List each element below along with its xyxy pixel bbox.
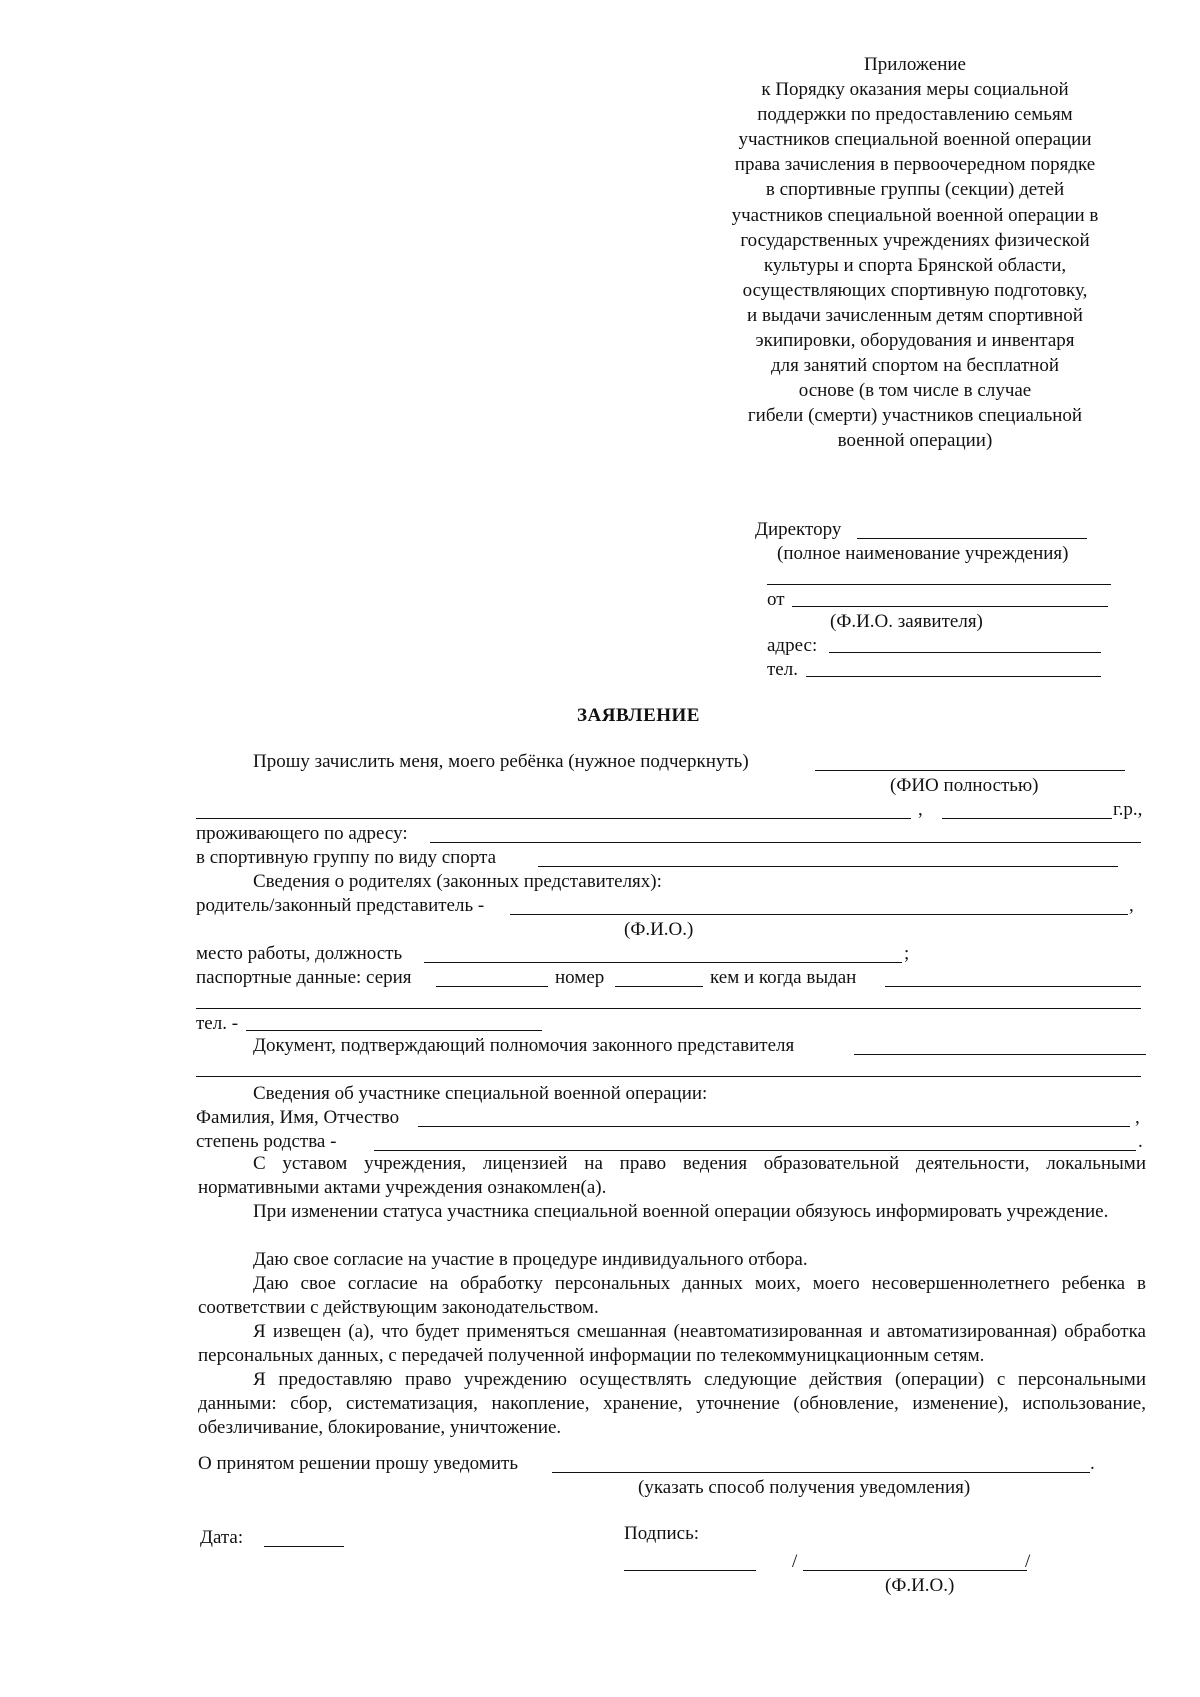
comma: ,	[918, 799, 923, 820]
paragraph-status: При изменении статуса участника специальной военной операции обязуюсь информировать учреждение.	[253, 1201, 1109, 1222]
appendix-line: культуры и спорта Брянской области,	[763, 254, 1067, 276]
relation-field[interactable]	[374, 1150, 1136, 1151]
paragraph-charter: С уставом учреждения, лицензией на право ведения образовательной деятельности, локальными нормативными актами учреждения ознакомлен(а).	[198, 1153, 1146, 1198]
director-field-line2[interactable]	[767, 584, 1111, 585]
applicant-name-field[interactable]	[792, 606, 1108, 607]
signature-field[interactable]	[624, 1570, 756, 1571]
appendix-line: права зачисления в первоочередном порядке	[734, 154, 1096, 176]
appendix-line: для занятий спортом на бесплатной	[770, 355, 1060, 377]
svo-fio-label: Фамилия, Имя, Отчество	[196, 1107, 400, 1128]
passport-label: паспортные данные: серия	[196, 967, 412, 988]
appendix-line: гибели (смерти) участников специальной	[747, 405, 1083, 427]
appendix-line: государственных учреждениях физической	[740, 229, 1090, 251]
date-field[interactable]	[264, 1546, 344, 1547]
appendix-line: осуществляющих спортивную подготовку,	[742, 279, 1088, 301]
fio-full-hint: (ФИО полностью)	[890, 775, 1039, 796]
director-hint: (полное наименование учреждения)	[777, 543, 1069, 564]
from-label: от	[767, 589, 785, 610]
passport-number-label: номер	[555, 967, 605, 988]
comma: ,	[1135, 1107, 1140, 1128]
slash-left: /	[792, 1551, 798, 1572]
paragraph-processing: Я извещен (а), что будет применяться смешанная (неавтоматизированная и автоматизированная) обработка персональных данных, с передачей полученной информации по телекоммуницкационным сетям.	[198, 1321, 1146, 1366]
svo-fio-field[interactable]	[418, 1126, 1130, 1127]
phone-label: тел.	[767, 659, 798, 680]
appendix-line: Приложение	[864, 54, 966, 75]
parent-name-field[interactable]	[510, 914, 1128, 915]
child-name-field-line2[interactable]	[196, 818, 911, 819]
parent-phone-field[interactable]	[246, 1030, 542, 1031]
appendix-line: и выдачи зачисленным детям спортивной	[747, 304, 1083, 326]
workplace-field[interactable]	[424, 962, 902, 963]
paragraph-consent: Даю свое согласие на обработку персональных данных моих, моего несовершеннолетнего ребенка в соответствии с действующим законодательством.	[198, 1273, 1146, 1318]
issued-field-line2[interactable]	[196, 1008, 1141, 1009]
director-field[interactable]	[857, 538, 1087, 539]
document-field[interactable]	[854, 1054, 1146, 1055]
sport-field[interactable]	[538, 866, 1118, 867]
workplace-label: место работы, должность	[196, 943, 403, 964]
comma: ,	[1129, 895, 1134, 916]
issued-label: кем и когда выдан	[710, 967, 857, 988]
appendix-line: основе (в том числе в случае	[798, 380, 1032, 402]
appendix-line: участников специальной военной операции в	[731, 204, 1099, 226]
paragraph-operations: Я предоставляю право учреждению осуществлять следующие действия (операции) с персональными данными: сбор, систематизация, накопление, хранение, уточнение (обновление, изменение), использование, обезличивание, блокирование, уничтожение.	[198, 1369, 1146, 1438]
relation-label: степень родства -	[196, 1131, 337, 1152]
residing-label: проживающего по адресу:	[196, 823, 408, 844]
enroll-text: Прошу зачислить меня, моего ребёнка (нужное подчеркнуть)	[253, 751, 749, 772]
signature-fio-hint: (Ф.И.О.)	[885, 1575, 955, 1596]
parent-phone-label: тел. -	[196, 1013, 239, 1034]
passport-number-field[interactable]	[615, 986, 703, 987]
date-label: Дата:	[200, 1527, 244, 1548]
document-label: Документ, подтверждающий полномочия законного представителя	[253, 1035, 795, 1056]
notify-hint: (указать способ получения уведомления)	[638, 1477, 971, 1498]
from-hint: (Ф.И.О. заявителя)	[830, 611, 983, 632]
appendix-line: военной операции)	[837, 430, 993, 452]
signature-name-field[interactable]	[803, 1570, 1027, 1571]
appendix-line: участников специальной военной операции	[738, 129, 1092, 151]
parent-hint: (Ф.И.О.)	[624, 919, 694, 940]
slash-right: /	[1025, 1551, 1031, 1572]
appendix-header	[655, 52, 1175, 454]
birth-year-label: г.р.,	[1113, 799, 1143, 820]
address-field[interactable]	[829, 652, 1101, 653]
signature-label: Подпись:	[624, 1523, 700, 1544]
sport-group-label: в спортивную группу по виду спорта	[196, 847, 497, 868]
page-title: ЗАЯВЛЕНИЕ	[577, 705, 700, 726]
appendix-line: поддержки по предоставлению семьям	[757, 104, 1073, 126]
appendix-line: экипировки, оборудования и инвентаря	[755, 330, 1075, 352]
director-label: Директору	[755, 519, 842, 540]
notify-period: .	[1090, 1453, 1095, 1474]
appendix-line: к Порядку оказания меры социальной	[761, 79, 1069, 101]
phone-field[interactable]	[806, 676, 1101, 677]
birth-year-field[interactable]	[942, 818, 1112, 819]
address-label: адрес:	[767, 635, 818, 656]
issued-field[interactable]	[885, 986, 1141, 987]
parents-info: Сведения о родителях (законных представителях):	[253, 871, 662, 892]
child-name-field[interactable]	[815, 770, 1125, 771]
parent-label: родитель/законный представитель -	[196, 895, 485, 916]
period: .	[1138, 1131, 1143, 1152]
residing-field[interactable]	[430, 842, 1141, 843]
semicolon: ;	[904, 943, 910, 964]
appendix-line: в спортивные группы (секции) детей	[765, 179, 1065, 201]
notify-field[interactable]	[552, 1472, 1090, 1473]
document-field-line2[interactable]	[196, 1076, 1141, 1077]
svo-info: Сведения об участнике специальной военной операции:	[253, 1083, 708, 1104]
notify-label: О принятом решении прошу уведомить	[198, 1453, 518, 1474]
paragraph-selection: Даю свое согласие на участие в процедуре индивидуального отбора.	[253, 1249, 808, 1270]
passport-series-field[interactable]	[436, 986, 548, 987]
